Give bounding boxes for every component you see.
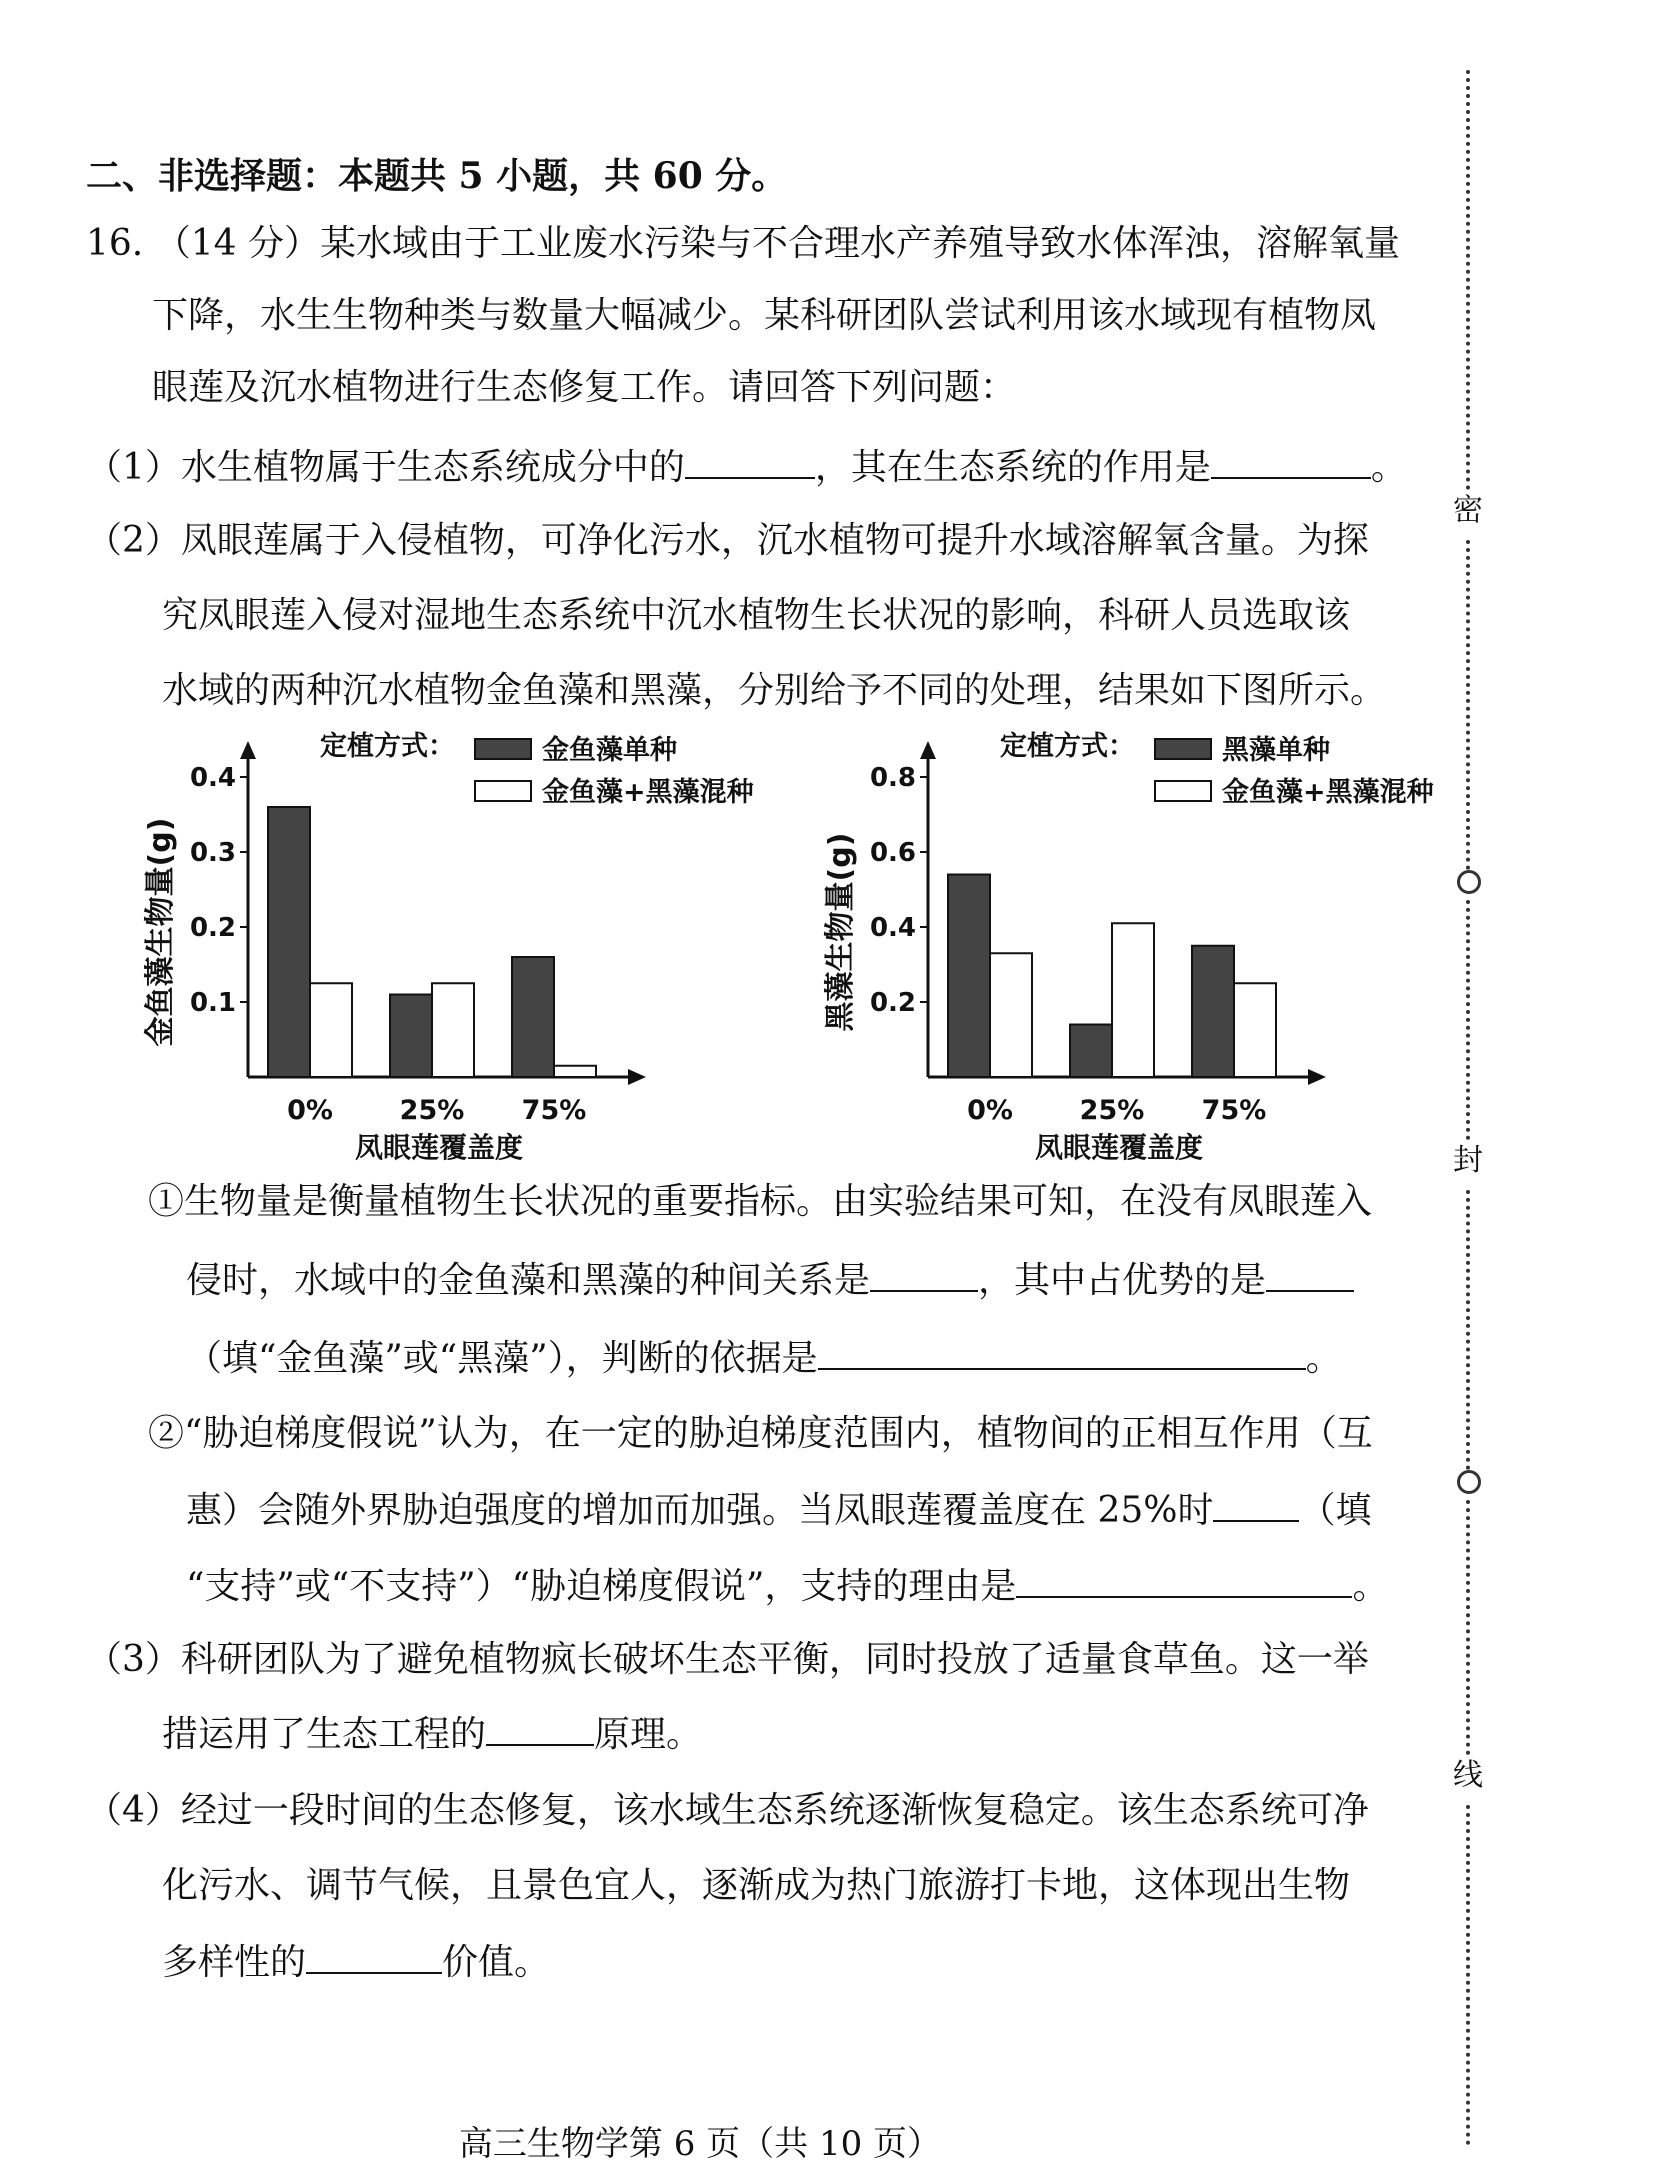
legend-title: 定植方式： (320, 731, 455, 762)
part-4-line-2: 化污水、调节气候，且景色宜人，逐渐成为热门旅游打卡地，这体现出生物 (162, 1865, 1351, 1906)
bar-mixed (1112, 923, 1154, 1077)
answer-blank-8[interactable] (486, 1710, 594, 1746)
part-2-line-3: 水域的两种沉水植物金鱼藻和黑藻，分别给予不同的处理，结果如下图所示。 (162, 670, 1387, 711)
y-axis-label: 金鱼藻生物量(g) (143, 817, 178, 1047)
bar-mixed (554, 1066, 596, 1077)
binding-dots-5 (1466, 1500, 1470, 1755)
binding-dots-6 (1466, 1805, 1470, 2145)
y-tick-label: 0.3 (189, 838, 236, 868)
part-4-text-a: 多样性的 (162, 1942, 307, 1983)
bar-mixed (990, 953, 1032, 1077)
bar-mono (1192, 946, 1234, 1077)
part-3-line-1: （3）科研团队为了避免植物疯长破坏生态平衡，同时投放了适量食草鱼。这一举 (86, 1639, 1369, 1680)
binding-char-seal: 密 (1453, 493, 1483, 528)
x-tick-label: 75% (1201, 1095, 1267, 1126)
part-3-line-2 (162, 1710, 702, 1759)
binding-char-line: 线 (1453, 1758, 1483, 1793)
bar-mono (390, 995, 432, 1078)
sub-2-text-d: 。 (1352, 1566, 1389, 1607)
chart-black-weed-svg (810, 715, 1450, 1165)
legend-entry: 黑藻单种 (1222, 735, 1330, 766)
sub-2-text-c: “支持”或“不支持”）“胁迫梯度假说”，支持的理由是 (186, 1566, 1017, 1607)
binding-dots-3 (1466, 900, 1470, 1140)
legend-entry: 金鱼藻单种 (542, 735, 677, 766)
binding-dots-2 (1466, 540, 1470, 870)
binding-circle-2 (1457, 1470, 1481, 1494)
y-axis-label: 黑藻生物量(g) (823, 832, 858, 1032)
sub-2-line-1: ②“胁迫梯度假说”认为，在一定的胁迫梯度范围内，植物间的正相互作用（互 (148, 1413, 1373, 1454)
y-tick-label: 0.2 (189, 913, 236, 943)
bar-mono (268, 807, 310, 1077)
sub-2-line-2 (186, 1486, 1371, 1535)
part-1-text-c: 。 (1370, 447, 1407, 488)
binding-circle-1 (1457, 870, 1481, 894)
x-axis-label: 凤眼莲覆盖度 (1034, 1131, 1204, 1164)
legend-swatch (475, 781, 531, 801)
sub-2-line-3 (186, 1562, 1388, 1611)
question-intro-line-3: 眼莲及沉水植物进行生态修复工作。请回答下列问题： (152, 367, 1017, 408)
legend-entry: 金鱼藻+黑藻混种 (542, 777, 754, 808)
page-footer: 高三生物学第 6 页（共 10 页） (458, 2124, 942, 2164)
x-axis-label: 凤眼莲覆盖度 (354, 1131, 524, 1164)
x-axis-arrow (628, 1069, 646, 1085)
part-1-text-a: （1）水生植物属于生态系统成分中的 (86, 447, 685, 488)
part-1-text-b: ，其在生态系统的作用是 (814, 447, 1211, 488)
y-tick-label: 0.4 (869, 913, 916, 943)
sub-1-line-1: ①生物量是衡量植物生长状况的重要指标。由实验结果可知，在没有凤眼莲入 (148, 1181, 1373, 1222)
part-2-line-1: （2）凤眼莲属于入侵植物，可净化污水，沉水植物可提升水域溶解氧含量。为探 (86, 520, 1369, 561)
answer-blank-1[interactable] (685, 443, 815, 479)
part-3-text-b: 原理。 (594, 1714, 703, 1755)
binding-dots-4 (1466, 1190, 1470, 1470)
x-tick-label: 25% (1079, 1095, 1145, 1126)
question-intro-line-1: 16. （14 分）某水域由于工业废水污染与不合理水产养殖导致水体浑浊，溶解氧量 (86, 223, 1400, 264)
part-1-line (86, 443, 1407, 492)
part-3-text-a: 措运用了生态工程的 (162, 1714, 487, 1755)
chart-black-weed (810, 715, 1450, 1169)
sub-1-line-3 (186, 1334, 1342, 1383)
part-4-line-3 (162, 1938, 550, 1987)
x-tick-label: 0% (287, 1095, 333, 1126)
x-axis-arrow (1308, 1069, 1326, 1085)
chart-goldfish-weed-svg (130, 715, 770, 1165)
sub-2-text-a: 惠）会随外界胁迫强度的增加而加强。当凤眼莲覆盖度在 25%时 (186, 1490, 1214, 1531)
sub-1-text-d: 。 (1305, 1338, 1342, 1379)
y-tick-label: 0.1 (189, 988, 236, 1018)
legend-swatch (1155, 739, 1211, 759)
legend-swatch (1155, 781, 1211, 801)
answer-blank-9[interactable] (306, 1938, 442, 1974)
bar-mono (948, 875, 990, 1078)
binding-char-close: 封 (1453, 1143, 1483, 1178)
y-axis-arrow (920, 741, 936, 759)
sub-1-text-a: 侵时，水域中的金鱼藻和黑藻的种间关系是 (186, 1260, 871, 1301)
section-title: 二、非选择题：本题共 5 小题，共 60 分。 (86, 155, 788, 197)
sub-1-text-b: ，其中占优势的是 (978, 1260, 1267, 1301)
y-tick-label: 0.6 (869, 838, 916, 868)
y-tick-label: 0.4 (189, 763, 236, 793)
legend-swatch (475, 739, 531, 759)
y-axis-arrow (240, 741, 256, 759)
answer-blank-4[interactable] (1266, 1256, 1354, 1292)
bar-mixed (1234, 983, 1276, 1077)
y-tick-label: 0.2 (869, 988, 916, 1018)
answer-blank-2[interactable] (1211, 443, 1371, 479)
y-tick-label: 0.8 (869, 763, 916, 793)
legend-entry: 金鱼藻+黑藻混种 (1222, 777, 1434, 808)
part-2-line-2: 究凤眼莲入侵对湿地生态系统中沉水植物生长状况的影响，科研人员选取该 (162, 595, 1351, 636)
sub-1-text-c: （填“金鱼藻”或“黑藻”），判断的依据是 (186, 1338, 818, 1379)
x-tick-label: 0% (967, 1095, 1013, 1126)
answer-blank-5[interactable] (818, 1334, 1306, 1370)
answer-blank-3[interactable] (870, 1256, 978, 1292)
chart-goldfish-weed (130, 715, 770, 1169)
sub-2-text-b: （填 (1299, 1490, 1372, 1531)
binding-dots-1 (1466, 70, 1470, 490)
x-tick-label: 25% (399, 1095, 465, 1126)
question-intro-line-2: 下降，水生生物种类与数量大幅减少。某科研团队尝试利用该水域现有植物凤 (152, 295, 1377, 336)
legend-title: 定植方式： (1000, 731, 1135, 762)
sub-1-line-2 (186, 1256, 1354, 1305)
bar-mixed (432, 983, 474, 1077)
part-4-line-1: （4）经过一段时间的生态修复，该水域生态系统逐渐恢复稳定。该生态系统可净 (86, 1790, 1369, 1831)
x-tick-label: 75% (521, 1095, 587, 1126)
bar-mono (512, 957, 554, 1077)
answer-blank-7[interactable] (1016, 1562, 1352, 1598)
answer-blank-6[interactable] (1213, 1486, 1299, 1522)
bar-mono (1070, 1025, 1112, 1078)
part-4-text-b: 价值。 (442, 1942, 551, 1983)
binding-margin (1453, 70, 1483, 2150)
bar-mixed (310, 983, 352, 1077)
